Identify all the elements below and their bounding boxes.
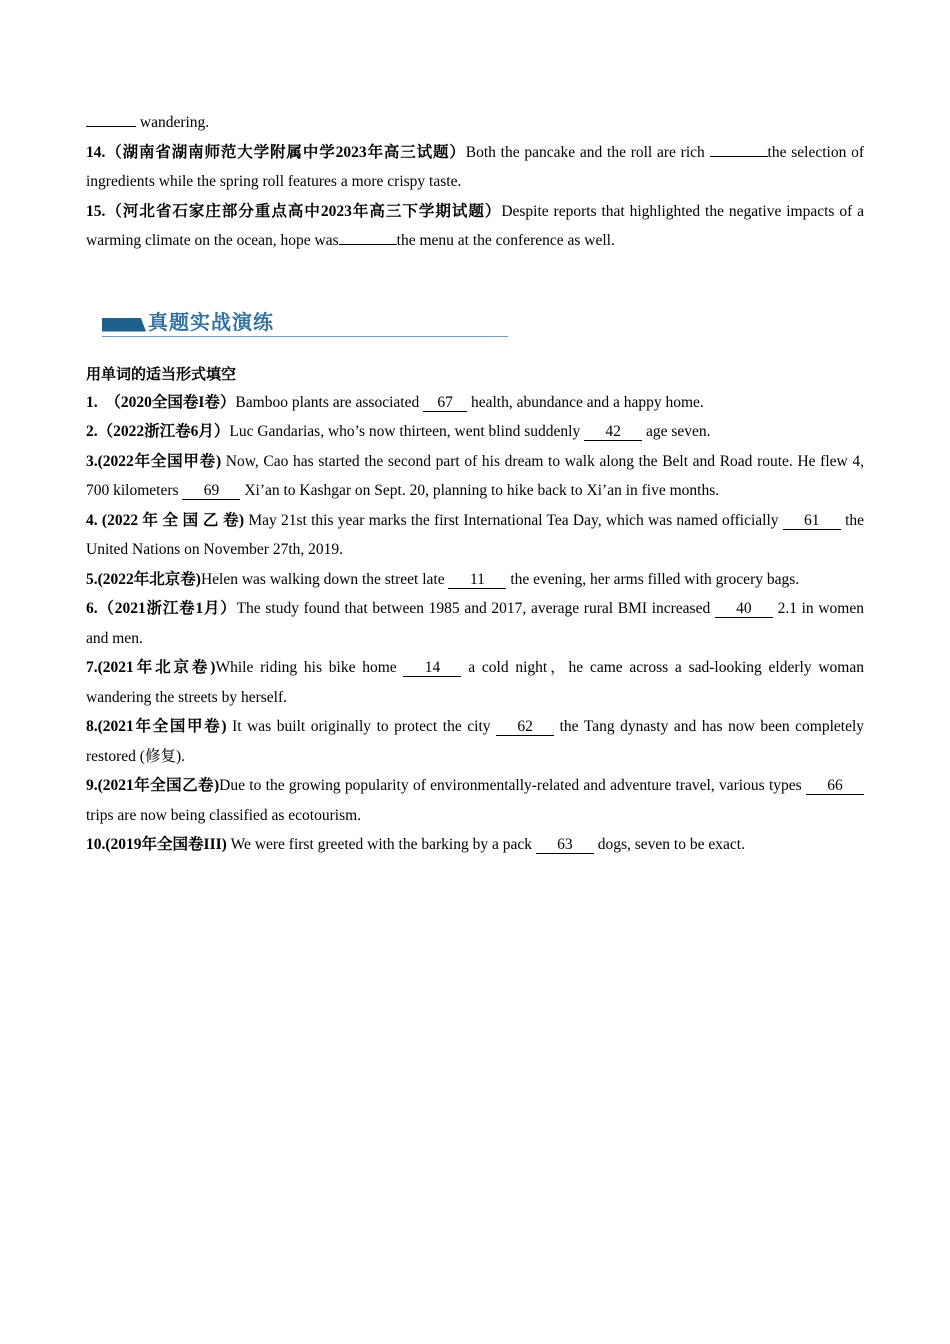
answer-blank[interactable]: 61 — [783, 512, 841, 530]
question-15: 15.（河北省石家庄部分重点高中2023年高三下学期试题）Despite reports that highlighted the negative impacts of a warming climate on the ocean, hope was the menu at the conference as well. — [86, 202, 864, 249]
list-item: 3.(2022年全国甲卷) Now, Cao has started the second part of his dream to walk along the Belt and Road route. He flew 4, 700 kilometers 69 Xi’an to Kashgar on Sept. 20, planning to hike back to Xi’an in five months. — [86, 452, 864, 499]
answer-blank[interactable]: 62 — [496, 718, 554, 736]
answer-blank[interactable] — [86, 126, 136, 127]
document-content — [86, 108, 864, 860]
answer-blank[interactable] — [710, 156, 768, 157]
list-item: 2.（2022浙江卷6月）Luc Gandarias, who’s now thirteen, went blind suddenly 42 age seven. — [86, 423, 711, 440]
instruction-text: 用单词的适当形式填空 — [86, 364, 237, 383]
banner-title: 真题实战演练 — [148, 309, 274, 334]
answer-blank[interactable]: 40 — [715, 600, 773, 618]
list-item: 1. （2020全国卷I卷）Bamboo plants are associated 67 health, abundance and a happy home. — [86, 393, 704, 411]
answer-blank[interactable]: 11 — [448, 571, 506, 589]
list-item: 8.(2021年全国甲卷) It was built originally to protect the city 62 the Tang dynasty and has now been completely restored (修复). — [86, 718, 865, 765]
list-item: 7.(2021年北京卷)While riding his bike home 14 a cold night，he came across a sad-looking elderly woman wandering the streets by herself. — [86, 659, 864, 706]
list-item: 9.(2021年全国乙卷)Due to the growing popularity of environmentally-related and adventure travel, various types 66 trips are now being classified as ecotourism. — [86, 771, 864, 830]
question-list — [86, 388, 864, 860]
answer-blank[interactable]: 14 — [403, 659, 461, 677]
question-14: 14.（湖南省湖南师范大学附属中学2023年高三试题）Both the pancake and the roll are rich the selection of ingredients while the spring roll features a more crispy taste. — [86, 143, 864, 190]
answer-blank[interactable] — [339, 244, 397, 245]
answer-blank[interactable]: 42 — [584, 423, 642, 441]
answer-blank[interactable]: 63 — [536, 836, 594, 854]
section-banner — [86, 302, 864, 354]
list-item: 10.(2019年全国卷III) We were first greeted with the barking by a pack 63 dogs, seven to be exact. — [86, 836, 745, 853]
answer-blank[interactable]: 66 — [806, 777, 864, 795]
carryover-line: wandering. — [86, 108, 864, 138]
answer-blank[interactable]: 67 — [423, 394, 467, 412]
banner-rule — [102, 336, 508, 337]
list-item: 6.（2021浙江卷1月）The study found that between 1985 and 2017, average rural BMI increased 40 2.1 in women and men. — [86, 600, 864, 647]
list-item: 4. (2022 年 全 国 乙 卷) May 21st this year marks the first International Tea Day, which was named officially 61 the United Nations on November 27th, 2019. — [86, 511, 865, 558]
banner-bar — [102, 318, 146, 332]
list-item: 5.(2022年北京卷)Helen was walking down the street late 11 the evening, her arms filled with grocery bags. — [86, 570, 800, 588]
answer-blank[interactable]: 69 — [182, 482, 240, 500]
